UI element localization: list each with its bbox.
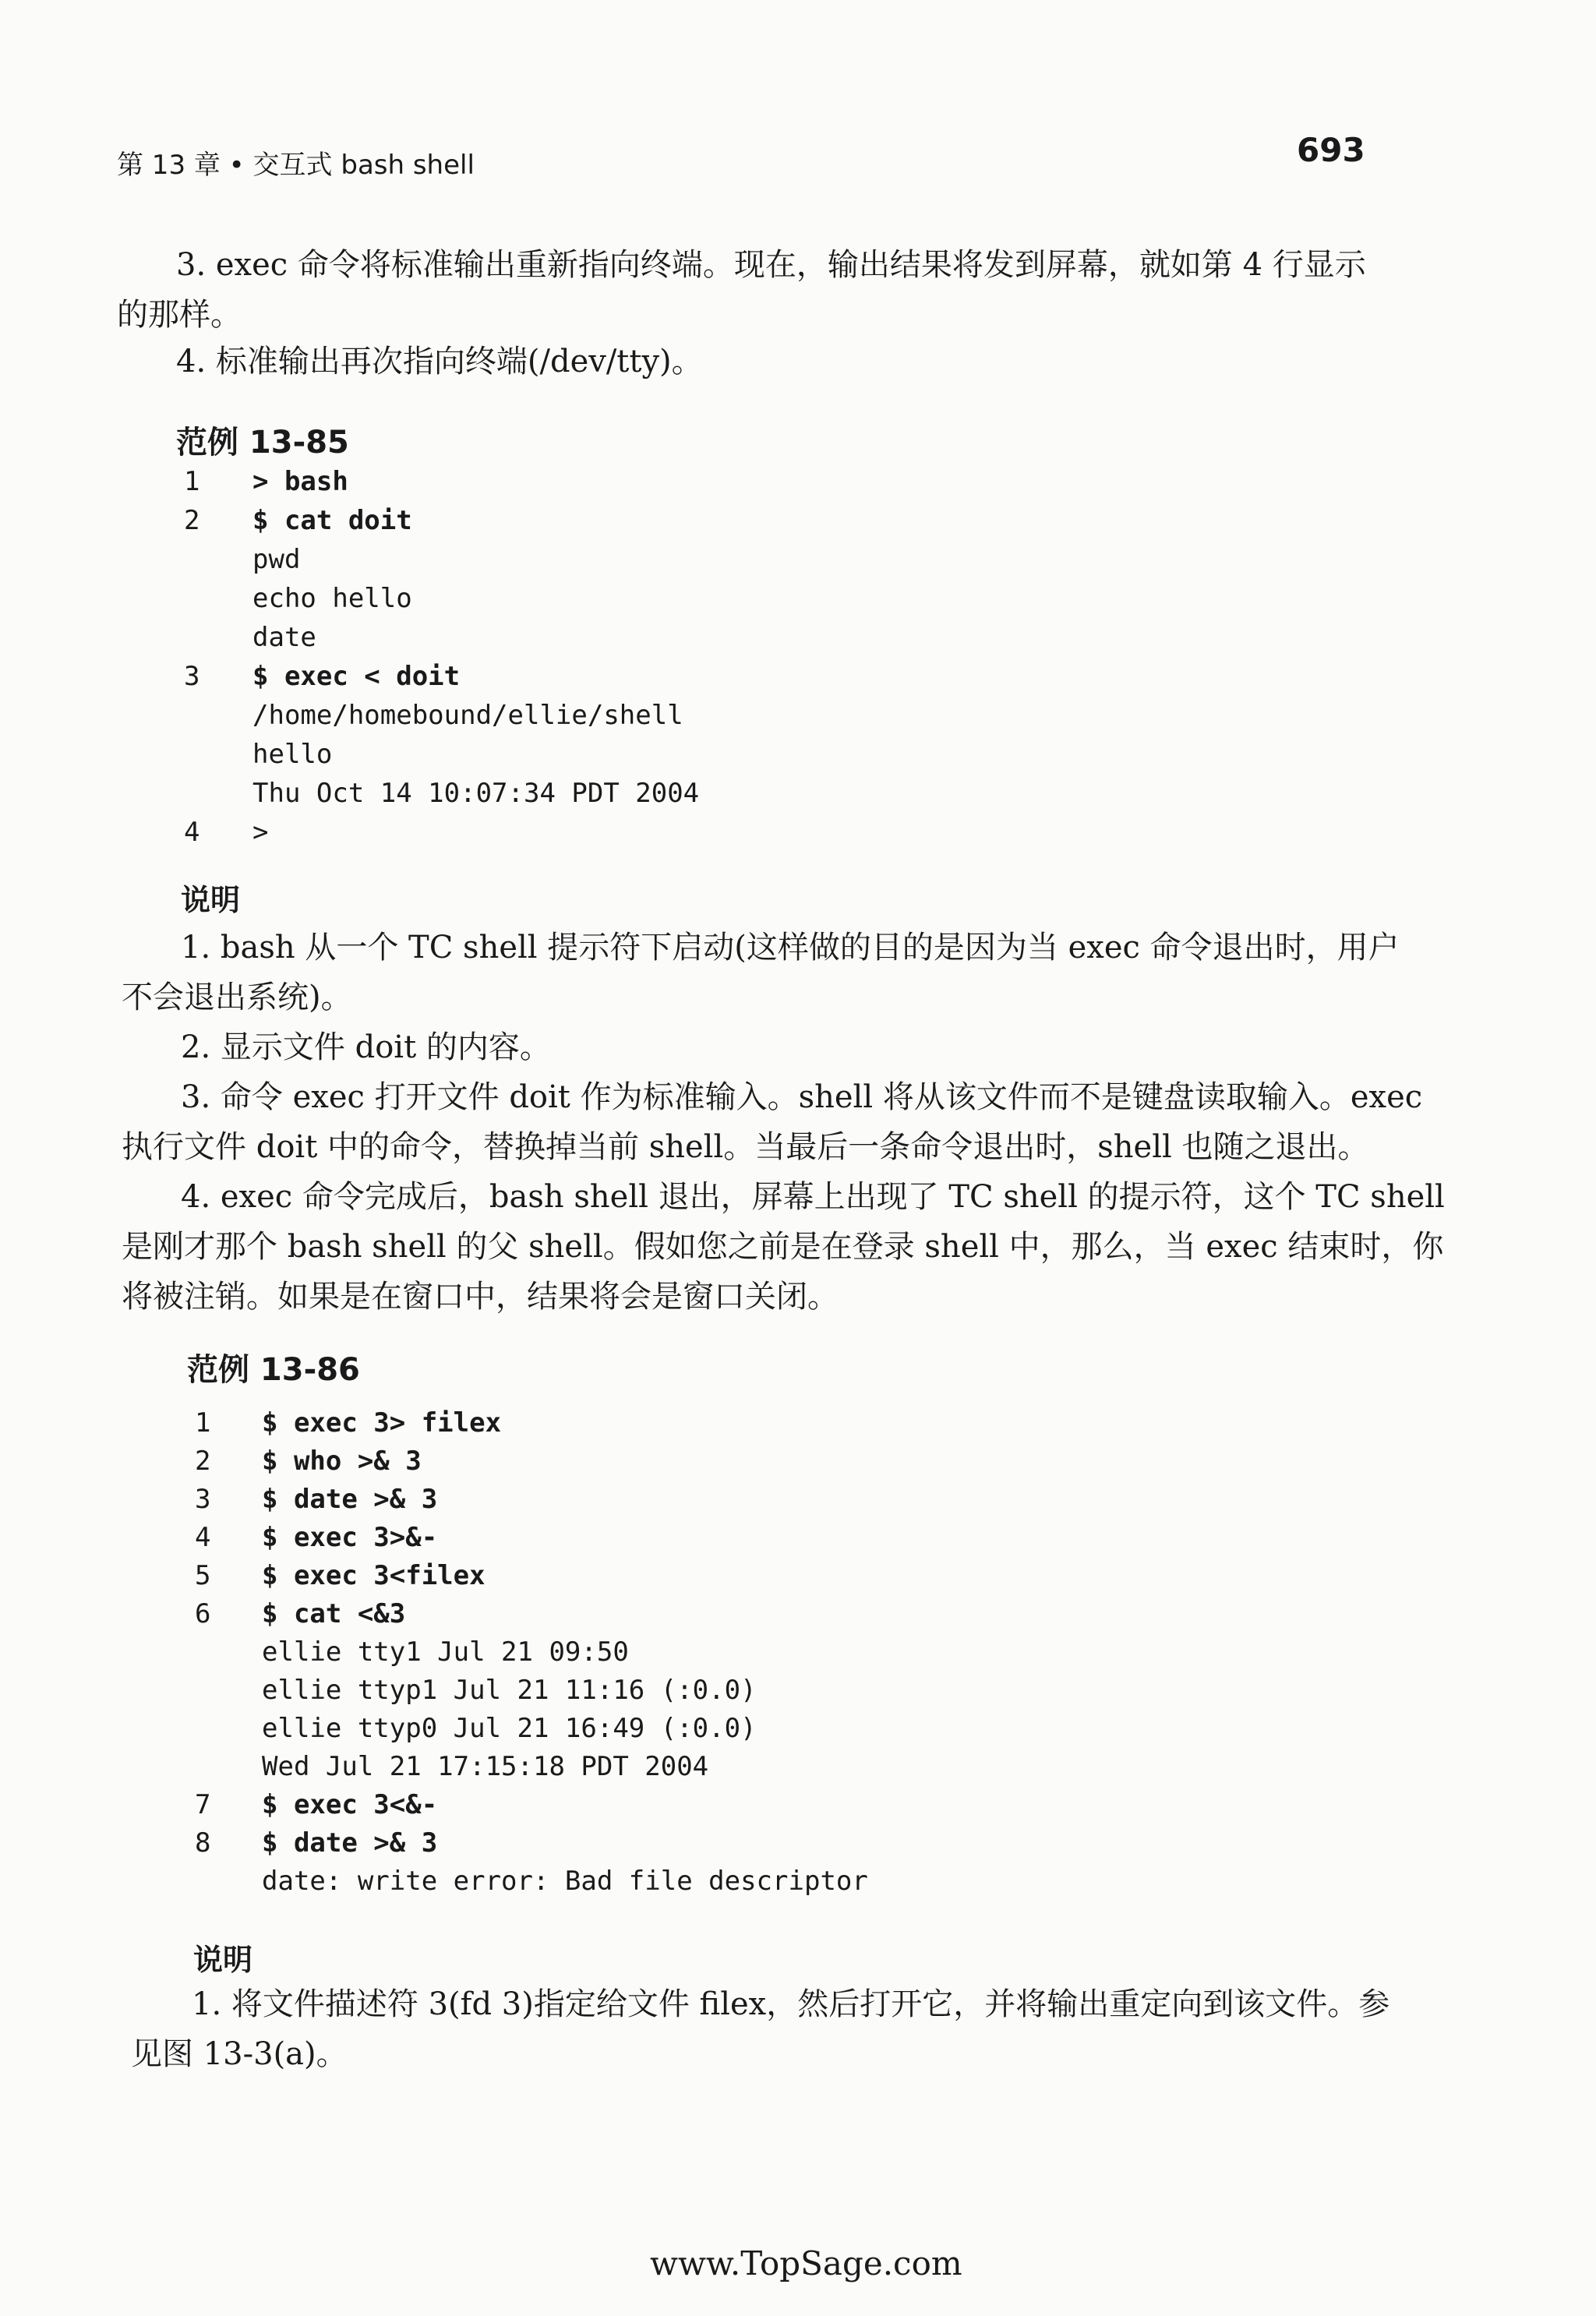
code-text: ellie ttyp1 Jul 21 11:16 (:0.0) [262,1675,757,1706]
running-header: 第 13 章 • 交互式 bash shell [117,150,475,181]
code-text: $ exec 3> filex [262,1407,502,1439]
code-text: $ date >& 3 [262,1827,438,1859]
code-text: $ exec 3<filex [262,1560,486,1591]
code-text: > [252,817,269,848]
code-text: $ who >& 3 [262,1446,422,1477]
code-text: ellie tty1 Jul 21 09:50 [262,1636,629,1668]
code-text: pwd [252,544,301,575]
line-number: 7 [195,1789,211,1820]
paragraph-line: 见图 13-3(a)。 [131,2036,348,2072]
code-text: ellie ttyp0 Jul 21 16:49 (:0.0) [262,1713,757,1744]
line-number: 4 [184,817,200,848]
code-text: date: write error: Bad file descriptor [262,1866,868,1897]
paragraph-line: 不会退出系统)。 [122,980,352,1015]
paragraph-line: 3. 命令 exec 打开文件 doit 作为标准输入。shell 将从该文件而不是键盘读取输入。exec [181,1079,1423,1115]
code-text: hello [252,739,333,770]
footer-url: www.TopSage.com [650,2244,962,2282]
paragraph-line: 1. 将文件描述符 3(fd 3)指定给文件 filex，然后打开它，并将输出重定向到该文件。参 [192,1986,1390,2022]
line-number: 3 [195,1484,211,1515]
paragraph-line: 2. 显示文件 doit 的内容。 [181,1029,551,1065]
line-number: 1 [184,466,200,497]
intro-para-3-line-2: 的那样。 [117,297,242,333]
line-number: 8 [195,1827,211,1859]
line-number: 1 [195,1407,211,1439]
code-text: > bash [252,466,348,497]
example-86-title: 范例 13-86 [187,1352,360,1388]
line-number: 6 [195,1598,211,1629]
explain-85-heading: 说明 [181,883,241,917]
paragraph-line: 将被注销。如果是在窗口中，结果将会是窗口关闭。 [122,1279,839,1315]
intro-para-3-line-1: 3. exec 命令将标准输出重新指向终端。现在，输出结果将发到屏幕，就如第 4 行显示 [176,247,1366,283]
code-text: $ exec 3>&- [262,1522,438,1553]
code-text: Wed Jul 21 17:15:18 PDT 2004 [262,1751,709,1782]
code-text: date [252,622,316,653]
paragraph-line: 4. exec 命令完成后，bash shell 退出，屏幕上出现了 TC shell 的提示符，这个 TC shell [181,1179,1445,1215]
intro-para-4: 4. 标准输出再次指向终端(/dev/tty)。 [176,344,703,380]
paragraph-line: 1. bash 从一个 TC shell 提示符下启动(这样做的目的是因为当 exec 命令退出时，用户 [181,930,1400,966]
code-text: Thu Oct 14 10:07:34 PDT 2004 [252,778,700,809]
line-number: 2 [184,505,200,536]
code-text: $ exec < doit [252,661,461,692]
code-text: $ exec 3<&- [262,1789,438,1820]
paragraph-line: 执行文件 doit 中的命令，替换掉当前 shell。当最后一条命令退出时，shell 也随之退出。 [122,1129,1369,1165]
code-text: echo hello [252,583,412,614]
line-number: 3 [184,661,200,692]
explain-86-heading: 说明 [193,1943,253,1977]
code-text: $ cat doit [252,505,412,536]
code-text: /home/homebound/ellie/shell [252,700,683,731]
example-85-title: 范例 13-85 [176,425,349,461]
page-number: 693 [1297,131,1365,169]
paragraph-line: 是刚才那个 bash shell 的父 shell。假如您之前是在登录 shell 中，那么，当 exec 结束时，你 [122,1229,1444,1265]
code-text: $ cat <&3 [262,1598,406,1629]
line-number: 4 [195,1522,211,1553]
code-text: $ date >& 3 [262,1484,438,1515]
line-number: 5 [195,1560,211,1591]
line-number: 2 [195,1446,211,1477]
